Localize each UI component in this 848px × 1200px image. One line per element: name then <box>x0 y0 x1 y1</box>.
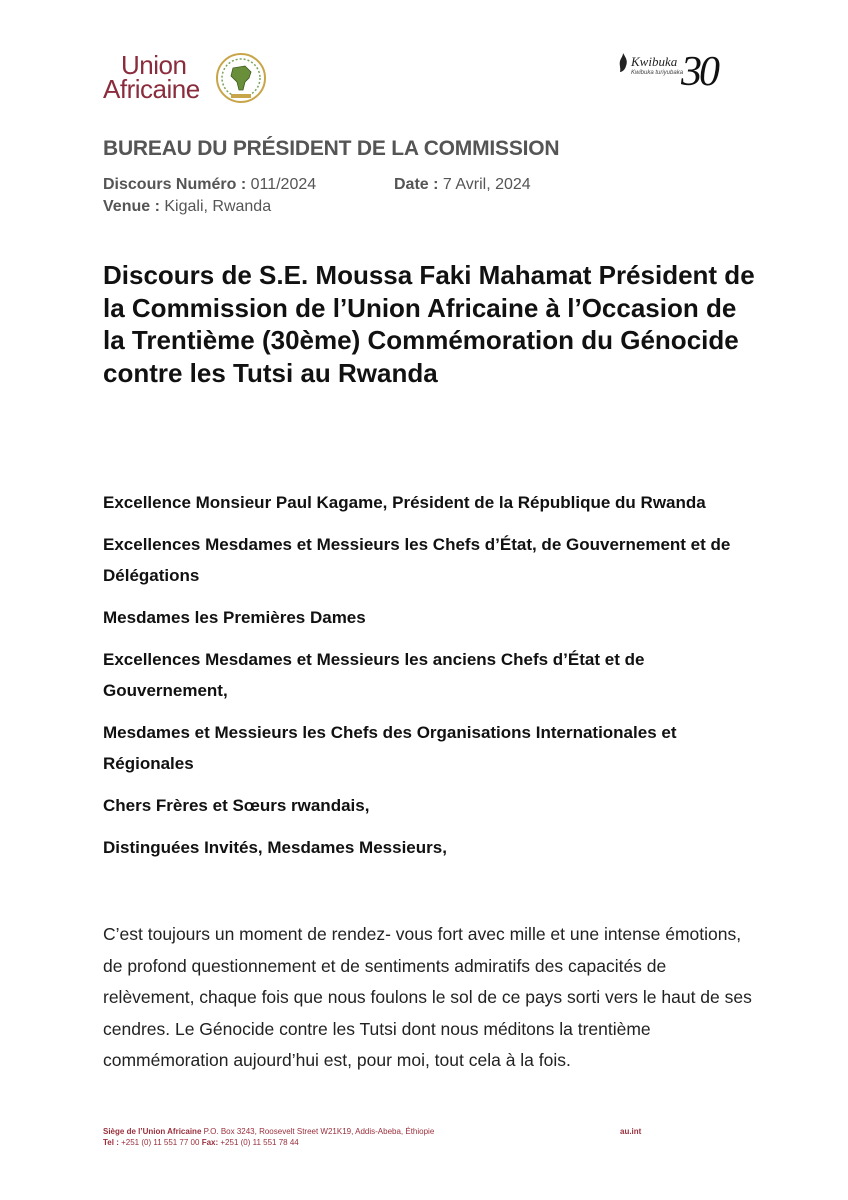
flame-icon <box>617 52 629 74</box>
footer-website-link[interactable]: au.int <box>620 1127 642 1136</box>
kwibuka-number: 30 <box>681 49 717 95</box>
speech-number-label: Discours Numéro : <box>103 176 247 193</box>
footer-contact-line <box>103 1137 299 1148</box>
speech-number-value: 011/2024 <box>250 176 317 193</box>
au-emblem-icon <box>215 52 267 104</box>
bureau-heading: BUREAU DU PRÉSIDENT DE LA COMMISSION <box>103 137 560 160</box>
salutations-list <box>103 487 743 874</box>
speech-title: Discours de S.E. Moussa Faki Mahamat Président de la Commission de l’Union Africaine à l’Occasion de la Trentième (30ème) Commémoration du Génocide contre les Tutsi au Rwanda <box>103 260 755 388</box>
footer-fax-value: +251 (0) 11 551 78 44 <box>220 1138 299 1147</box>
speech-venue <box>103 198 271 216</box>
speech-number <box>103 176 316 194</box>
salutation: Chers Frères et Sœurs rwandais, <box>103 796 370 815</box>
speech-date <box>394 176 531 194</box>
footer-address-line <box>103 1126 434 1137</box>
kwibuka-name: Kwibuka <box>631 54 678 69</box>
salutation: Excellence Monsieur Paul Kagame, Président de la République du Rwanda <box>103 493 706 512</box>
footer-tel-value: +251 (0) 11 551 77 00 <box>121 1138 200 1147</box>
speech-venue-value: Kigali, Rwanda <box>164 198 272 215</box>
speech-date-label: Date : <box>394 176 439 193</box>
au-logo <box>103 50 273 110</box>
footer-address: P.O. Box 3243, Roosevelt Street W21K19, Addis-Abeba, Éthiopie <box>203 1127 435 1136</box>
au-logo-word-africaine: Africaine <box>103 74 200 104</box>
salutation: Excellences Mesdames et Messieurs les anciens Chefs d’État et de Gouvernement, <box>103 650 645 700</box>
speech-date-value: 7 Avril, 2024 <box>442 176 531 193</box>
speech-venue-label: Venue : <box>103 198 160 215</box>
footer-seat-label: Siège de l’Union Africaine <box>103 1127 202 1136</box>
kwibuka-subtitle: Kwibuka turiyubaka <box>631 70 684 76</box>
footer-fax-label: Fax: <box>201 1138 219 1147</box>
au-logo-word-union: Union <box>121 50 187 80</box>
kwibuka-logo <box>615 50 745 100</box>
salutation: Distinguées Invités, Mesdames Messieurs, <box>103 838 447 857</box>
salutation: Mesdames les Premières Dames <box>103 608 366 627</box>
salutation: Excellences Mesdames et Messieurs les Chefs d’État, de Gouvernement et de Délégations <box>103 535 731 585</box>
salutation: Mesdames et Messieurs les Chefs des Organisations Internationales et Régionales <box>103 723 677 773</box>
body-paragraph: C’est toujours un moment de rendez- vous fort avec mille et une intense émotions, de profond questionnement et de sentiments admiratifs des capacités de relèvement, chaque fois que nous foulons le sol de ce pays sorti vers le haut de ses cendres. Le Génocide contre les Tutsi dont nous méditons la trentième commémoration aujourd’hui est, pour moi, tout cela à la fois. <box>103 924 752 1070</box>
footer-tel-label: Tel : <box>103 1138 119 1147</box>
